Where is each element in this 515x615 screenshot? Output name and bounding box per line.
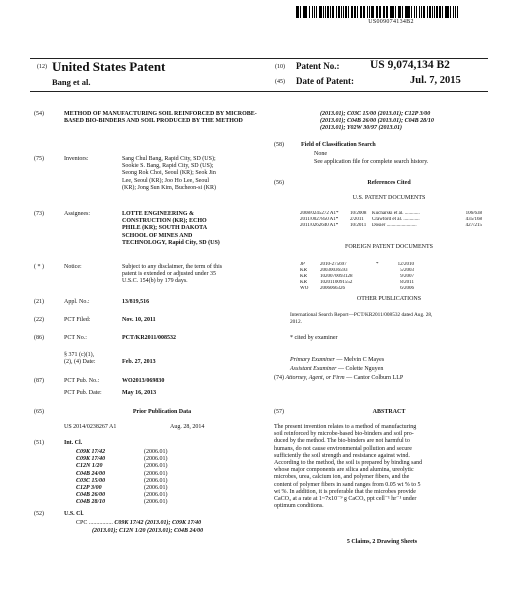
- cited-by-examiner: * cited by examiner: [290, 335, 338, 341]
- barcode-bar: [450, 6, 451, 18]
- inventors-label: Inventors:: [64, 156, 89, 162]
- abstract-line: duced by the method. The bio-binders are not harmful to: [274, 438, 410, 445]
- us-ref-date: 10/2011: [350, 223, 367, 229]
- foreign-refs-table: [300, 262, 490, 292]
- barcode-bar: [363, 6, 365, 18]
- assignee-line: LOTTE ENGINEERING &: [122, 211, 195, 217]
- inventor-line: Sookie S. Bang, Rapid City, SD (US);: [122, 163, 214, 170]
- us-cl-heading: U.S. Cl.: [64, 511, 84, 517]
- assignee-line: SCHOOL OF MINES AND: [122, 232, 193, 239]
- int-cl-version: (2006.01): [144, 499, 168, 506]
- patent-no-label: Patent No.:: [296, 61, 340, 71]
- refs-heading: References Cited: [367, 180, 411, 186]
- document-number: US009074134B2: [368, 19, 414, 25]
- us-refs-table: [300, 211, 490, 229]
- field-search-tag: (58): [274, 142, 284, 148]
- barcode-bar: [432, 6, 433, 18]
- foreign-ref-cc: JP: [300, 262, 305, 267]
- abstract-heading: ABSTRACT: [372, 409, 406, 415]
- barcode-bar: [393, 6, 394, 18]
- int-cl-code: C09K 17/40: [76, 456, 106, 463]
- abstract-body: [274, 424, 490, 510]
- foreign-ref-num: 20030036593: [320, 268, 348, 274]
- int-cl-version: (2006.01): [144, 477, 168, 484]
- title-tag: (54): [34, 111, 44, 117]
- pct-filed-label: PCT Filed:: [64, 317, 91, 323]
- cpc-cont-line: (2013.01); C03C 15/00 (2013.01); C12P 3/00: [320, 111, 431, 117]
- barcode-bar: [306, 6, 307, 18]
- foreign-ref-cc: WO: [300, 286, 309, 292]
- abstract-line: whose major components are silica and alumina, ureolytic: [274, 467, 414, 474]
- barcode-bar: [416, 6, 418, 18]
- prior-pub-heading: Prior Publication Data: [132, 409, 192, 415]
- int-cl-row: [76, 499, 256, 506]
- pct-pub-date-label: PCT Pub. Date:: [64, 390, 102, 396]
- us-ref-cls: 106/638: [465, 211, 482, 216]
- barcode-bar: [338, 6, 340, 18]
- barcode-bar: [341, 6, 342, 18]
- us-ref-name: Kucharski et al. ............: [372, 211, 420, 216]
- barcode-bar: [439, 6, 441, 18]
- barcode-bar: [309, 6, 311, 18]
- assistant-examiner-name: — Colette Nguyen: [338, 366, 384, 372]
- inventor-line: (KR); Jong Sun Kim, Bucheon-si (KR): [122, 184, 216, 191]
- primary-examiner: [290, 357, 384, 364]
- barcode-bar: [419, 6, 420, 18]
- pct-filed-date: Nov. 10, 2011: [122, 317, 156, 323]
- other-pubs: [290, 312, 490, 325]
- cpc-cont-line: (2013.01); Y02W 30/97 (2013.01): [320, 125, 402, 132]
- foreign-ref-row: [300, 286, 490, 292]
- cpc-continued: [320, 111, 490, 133]
- cpc-codes-1: C09K 17/42 (2013.01); C09K 17/40: [114, 520, 202, 526]
- notice-label: Notice:: [64, 264, 82, 270]
- foreign-ref-date: 6/2006: [400, 286, 414, 292]
- barcode-bar: [351, 6, 354, 18]
- field-search-none: None: [314, 151, 327, 157]
- foreign-ref-date: 5/2003: [400, 268, 414, 274]
- field-search-note: See application file for complete search history.: [314, 159, 429, 165]
- us-ref-date: 2/2011: [350, 217, 364, 223]
- barcode-bar: [357, 6, 358, 18]
- other-pub-line: International Search Report—PCT/KR2011/008532 dated Aug. 28,: [290, 312, 433, 318]
- us-ref-cls: 435/168: [465, 217, 482, 223]
- int-cl-row: [76, 471, 256, 478]
- foreign-ref-num: 1020110091552: [320, 280, 353, 286]
- barcode-bar: [303, 6, 306, 18]
- barcode-bar: [395, 6, 396, 18]
- abstract-tag: (57): [274, 409, 284, 415]
- int-cl-row: [76, 478, 256, 485]
- us-ref-row: [300, 223, 490, 229]
- pct-number: PCT/KR2011/008532: [122, 335, 177, 341]
- assistant-examiner-label: Assistant Examiner: [290, 366, 337, 372]
- us-ref-name: Dosier ........................: [372, 223, 417, 229]
- foreign-ref-star: *: [376, 262, 379, 267]
- assistant-examiner: [290, 366, 383, 373]
- barcode: [296, 6, 486, 18]
- pct-no-label: PCT No.:: [64, 335, 87, 341]
- cpc-line-2: (2013.01); C12N 1/20 (2013.01); C04B 24/00: [92, 528, 204, 534]
- assignee-line: TECHNOLOGY, Rapid City, SD (US): [122, 239, 220, 246]
- header-rule-bottom: [30, 91, 488, 92]
- barcode-bar: [369, 6, 370, 18]
- int-cl-version: (2006.01): [144, 492, 168, 499]
- barcode-bars: [296, 6, 486, 18]
- barcode-bar: [330, 6, 331, 18]
- int-cl-code: C03C 15/00: [76, 477, 106, 484]
- foreign-docs-heading: FOREIGN PATENT DOCUMENTS: [344, 244, 433, 250]
- barcode-bar: [402, 6, 403, 18]
- inventors-list: [122, 156, 272, 192]
- barcode-bar: [371, 6, 374, 18]
- inventors-tag: (75): [34, 156, 44, 162]
- barcode-bar: [455, 6, 456, 18]
- barcode-bar: [434, 6, 435, 18]
- us-cl-tag: (52): [34, 511, 44, 517]
- int-cl-code: C09K 17/42: [76, 449, 106, 455]
- barcode-bar: [325, 6, 326, 18]
- int-cl-row: [76, 463, 256, 470]
- us-ref-date: 10/2008: [350, 211, 367, 216]
- inventor-line: Lee, Seoul (KR); Joo Ho Lee, Seoul: [122, 177, 209, 184]
- us-ref-cls: 427/215: [465, 223, 482, 229]
- notice-line: Subject to any disclaimer, the term of this: [122, 264, 223, 270]
- refs-tag: (56): [274, 180, 284, 186]
- prior-pub-date: Aug. 28, 2014: [170, 424, 205, 430]
- notice-text: [122, 264, 272, 286]
- abstract-line: microbes, urea, calcium ion, and polymer fibers, and the: [274, 474, 410, 481]
- s371-date: Feb. 27, 2013: [122, 359, 156, 365]
- other-pub-line: 2012.: [290, 318, 302, 325]
- barcode-bar: [300, 6, 301, 18]
- foreign-ref-num: 2010-275697: [320, 262, 347, 267]
- foreign-ref-num: 2006066326: [320, 286, 345, 292]
- barcode-bar: [319, 6, 322, 18]
- date-of-patent-label: Date of Patent:: [296, 76, 354, 86]
- tag-12: (12): [37, 64, 47, 70]
- inventor-short-name: Bang et al.: [52, 77, 91, 87]
- barcode-bar: [323, 6, 324, 18]
- barcode-bar: [348, 6, 349, 18]
- barcode-bar: [408, 6, 410, 18]
- abstract-line: optimum conditions.: [274, 503, 324, 510]
- tag-45: (45): [275, 79, 285, 85]
- foreign-ref-date: 8/2011: [400, 280, 414, 286]
- barcode-bar: [332, 6, 335, 18]
- int-cl-code: C12N 1/20: [76, 463, 103, 470]
- abstract-line: humans, do not cause environmental pollution and secure: [274, 445, 412, 452]
- pct-filed-tag: (22): [34, 317, 44, 323]
- barcode-bar: [411, 6, 412, 18]
- s371-label-1: § 371 (c)(1),: [64, 352, 95, 358]
- pct-pub-tag: (87): [34, 378, 44, 384]
- pct-pub-number: WO2013/069830: [122, 378, 165, 384]
- tag-10: (10): [275, 64, 285, 70]
- barcode-bar: [457, 6, 458, 18]
- int-cl-tag: (51): [34, 440, 44, 446]
- foreign-ref-date: 12/2010: [397, 262, 414, 267]
- invention-title: METHOD OF MANUFACTURING SOIL REINFORCED BY MICROBE-BASED BIO-BINDERS AND SOIL PRODUCED BY THE METHOD: [64, 111, 257, 125]
- date-of-patent: Jul. 7, 2015: [410, 75, 461, 86]
- int-cl-version: (2006.01): [144, 470, 168, 477]
- barcode-bar: [427, 6, 428, 18]
- foreign-ref-cc: KR: [300, 274, 307, 280]
- abstract-line: According to the method, the soil is prepared by binding sand: [274, 460, 423, 467]
- assignee-line: PHILE (KR); SOUTH DAKOTA: [122, 225, 208, 232]
- int-cl-version: (2006.01): [144, 463, 168, 470]
- appl-number: 13/819,516: [122, 299, 150, 305]
- barcode-bar: [361, 6, 362, 18]
- int-cl-code: C04B 28/10: [76, 499, 106, 506]
- barcode-bar: [405, 6, 408, 18]
- inventor-line: Sang Chul Bang, Rapid City, SD (US);: [122, 156, 216, 162]
- patent-number: US 9,074,134 B2: [370, 59, 450, 71]
- int-cl-heading: Int. Cl.: [64, 440, 83, 446]
- cpc-prefix: CPC ................: [76, 520, 113, 526]
- barcode-bar: [379, 6, 381, 18]
- field-search-heading: Field of Classification Search: [301, 142, 376, 148]
- assignee-line: CONSTRUCTION (KR); ECHO: [122, 218, 207, 225]
- us-ref-name: Crawford et al. .............: [372, 217, 420, 223]
- inventor-line: Seong Rok Choi, Seoul (KR); Seok Jin: [122, 170, 216, 177]
- us-ref-num: 2008/0245272 A1*: [300, 211, 339, 216]
- barcode-bar: [423, 6, 426, 18]
- notice-line: patent is extended or adjusted under 35: [122, 271, 216, 278]
- pct-pub-date: May 16, 2013: [122, 390, 157, 396]
- us-docs-heading: U.S. PATENT DOCUMENTS: [352, 195, 426, 201]
- foreign-ref-star: [376, 286, 384, 292]
- cpc-line-1: [76, 520, 201, 527]
- int-cl-list: [76, 449, 256, 507]
- pct-no-tag: (86): [34, 335, 44, 341]
- claims-count: 5 Claims, 2 Drawing Sheets: [346, 539, 418, 545]
- us-ref-num: 2011/0027850 A1*: [300, 217, 339, 223]
- foreign-ref-num: 1020070093128: [320, 274, 353, 280]
- barcode-bar: [400, 6, 401, 18]
- barcode-bar: [390, 6, 393, 18]
- appl-tag: (21): [34, 299, 44, 305]
- foreign-ref-date: 9/2007: [400, 274, 414, 280]
- attorney-name: — Cantor Colburn LLP: [346, 375, 404, 381]
- int-cl-version: (2006.01): [144, 485, 168, 492]
- int-cl-code: C04B 24/00: [76, 470, 106, 477]
- abstract-line: soil reinforced by microbe-based bio-binders and soil pro-: [274, 431, 414, 438]
- assignees-label: Assignees:: [64, 211, 90, 217]
- attorney: [274, 375, 403, 382]
- barcode-bar: [446, 6, 449, 18]
- attorney-tag: (74): [274, 375, 284, 381]
- barcode-bar: [298, 6, 299, 18]
- pct-pub-label: PCT Pub. No.:: [64, 378, 100, 384]
- primary-examiner-label: Primary Examiner: [290, 357, 335, 363]
- primary-examiner-name: — Melvin C Mayes: [336, 357, 385, 363]
- notice-tag: ( * ): [34, 264, 44, 270]
- assignees-tag: (73): [34, 211, 44, 217]
- barcode-bar: [314, 6, 315, 18]
- foreign-ref-cc: KR: [300, 280, 307, 286]
- prior-pub-tag: (65): [34, 409, 44, 415]
- appl-label: Appl. No.:: [64, 299, 90, 305]
- barcode-bar: [442, 6, 443, 18]
- foreign-ref-cc: KR: [300, 268, 307, 274]
- barcode-bar: [316, 6, 318, 18]
- abstract-line: The present invention relates to a method of manufacturing: [274, 424, 417, 430]
- us-ref-num: 2011/0262640 A1*: [300, 223, 339, 229]
- abstract-line: CaCO₃ at a rate at 1~7x10⁻⁹ g CaCO₃ ppt cell⁻¹ hr⁻¹ under: [274, 496, 417, 503]
- barcode-bar: [354, 6, 356, 18]
- prior-pub-number: US 2014/0238267 A1: [64, 424, 117, 430]
- int-cl-version: (2006.01): [144, 449, 168, 455]
- barcode-bar: [386, 6, 388, 18]
- cpc-cont-line: (2013.01); C04B 26/00 (2013.01); C04B 28/10: [320, 118, 434, 125]
- patent-kind-title: United States Patent: [52, 59, 166, 74]
- abstract-line: sufficiently the soil strength and resistance against wind.: [274, 452, 410, 459]
- assignees-list: [122, 211, 272, 247]
- barcode-bar: [377, 6, 378, 18]
- attorney-label: Attorney, Agent, or Firm: [285, 375, 345, 381]
- int-cl-version: (2006.01): [144, 456, 168, 463]
- notice-line: U.S.C. 154(b) by 179 days.: [122, 278, 188, 285]
- int-cl-code: C12P 3/00: [76, 485, 102, 492]
- other-pubs-heading: OTHER PUBLICATIONS: [356, 296, 422, 302]
- abstract-line: content of polymer fibers in sand ranges from 0.05 wt % to 5: [274, 481, 421, 488]
- abstract-line: wt %. In addition, it is preferable that the microbes provide: [274, 488, 416, 495]
- barcode-bar: [384, 6, 385, 18]
- s371-label-2: (2), (4) Date:: [64, 359, 96, 365]
- int-cl-code: C04B 26/00: [76, 492, 106, 499]
- barcode-bar: [345, 6, 347, 18]
